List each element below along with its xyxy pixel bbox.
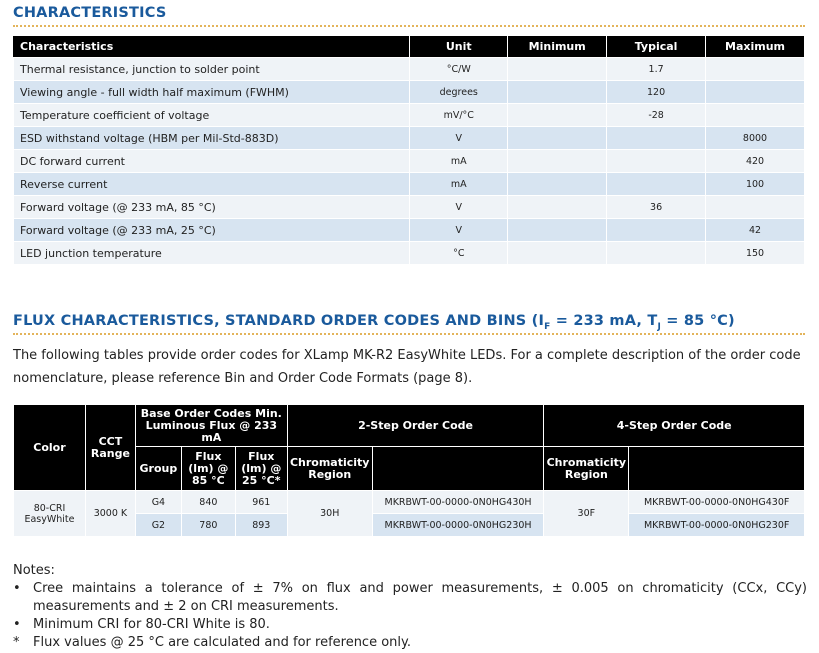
typical-cell — [607, 150, 706, 173]
table-row — [14, 196, 805, 219]
characteristic-cell: ESD withstand voltage (HBM per Mil-Std-883D) — [14, 127, 410, 150]
col-color: Color — [14, 405, 86, 491]
table-row — [14, 81, 805, 104]
code-4step-cell: MKRBWT-00-0000-0N0HG430F — [629, 491, 805, 514]
characteristic-cell: Temperature coefficient of voltage — [14, 104, 410, 127]
minimum-cell — [508, 242, 607, 265]
color-cell: 80-CRI EasyWhite — [14, 491, 86, 537]
characteristic-cell: Reverse current — [14, 173, 410, 196]
typical-cell — [607, 127, 706, 150]
unit-cell: degrees — [410, 81, 508, 104]
maximum-cell — [706, 58, 805, 81]
minimum-cell — [508, 173, 607, 196]
unit-cell: °C — [410, 242, 508, 265]
notes-section — [13, 562, 807, 652]
code-4step-cell: MKRBWT-00-0000-0N0HG230F — [629, 514, 805, 537]
col-minimum: Minimum — [508, 36, 607, 58]
col-characteristics: Characteristics — [14, 36, 410, 58]
note-item: • Cree maintains a tolerance of ± 7% on flux and power measurements, ± 0.005 on chromaticity (CCx, CCy) measurements and ± 2 on CRI measurements. — [13, 581, 807, 614]
minimum-cell — [508, 81, 607, 104]
characteristic-cell: LED junction temperature — [14, 242, 410, 265]
code-2step-cell: MKRBWT-00-0000-0N0HG230H — [372, 514, 544, 537]
col-flux-85: Flux (lm) @ 85 °C — [181, 447, 235, 491]
minimum-cell — [508, 104, 607, 127]
col-group: Group — [135, 447, 181, 491]
maximum-cell: 8000 — [706, 127, 805, 150]
minimum-cell — [508, 58, 607, 81]
col-chroma-4step: Chromaticity Region — [544, 447, 629, 491]
col-flux-25: Flux (lm) @ 25 °C* — [235, 447, 287, 491]
unit-cell: V — [410, 196, 508, 219]
col-cct-range: CCT Range — [85, 405, 135, 491]
cct-cell: 3000 K — [85, 491, 135, 537]
unit-cell: °C/W — [410, 58, 508, 81]
maximum-cell — [706, 196, 805, 219]
table-row — [14, 173, 805, 196]
group-cell: G2 — [135, 514, 181, 537]
notes-list — [13, 580, 807, 652]
col-code-2step — [372, 447, 544, 491]
flux25-cell: 893 — [235, 514, 287, 537]
flux-intro-text: The following tables provide order codes for XLamp MK-R2 EasyWhite LEDs. For a complete description of the order code nomenclature, please reference Bin and Order Code Formats (page 8). — [13, 348, 801, 386]
col-base-order-codes: Base Order Codes Min. Luminous Flux @ 233 mA — [135, 405, 287, 447]
flux85-cell: 840 — [181, 491, 235, 514]
maximum-cell: 42 — [706, 219, 805, 242]
typical-cell — [607, 219, 706, 242]
typical-cell — [607, 173, 706, 196]
col-maximum: Maximum — [706, 36, 805, 58]
maximum-cell: 420 — [706, 150, 805, 173]
table-row — [14, 58, 805, 81]
typical-cell: 120 — [607, 81, 706, 104]
characteristic-cell: Forward voltage (@ 233 mA, 25 °C) — [14, 219, 410, 242]
table-row — [14, 242, 805, 265]
col-typical: Typical — [607, 36, 706, 58]
flux25-cell: 961 — [235, 491, 287, 514]
typical-cell: 1.7 — [607, 58, 706, 81]
maximum-cell — [706, 104, 805, 127]
unit-cell: mV/°C — [410, 104, 508, 127]
group-cell: G4 — [135, 491, 181, 514]
characteristic-cell: DC forward current — [14, 150, 410, 173]
characteristic-cell: Forward voltage (@ 233 mA, 85 °C) — [14, 196, 410, 219]
col-four-step: 4-Step Order Code — [544, 405, 805, 447]
note-item: * Flux values @ 25 °C are calculated and for reference only. — [13, 635, 411, 650]
col-unit: Unit — [410, 36, 508, 58]
heading-divider — [13, 25, 805, 27]
notes-title: Notes: — [13, 563, 55, 578]
characteristics-heading: CHARACTERISTICS — [13, 5, 167, 21]
order-code-table — [13, 404, 805, 537]
typical-cell — [607, 242, 706, 265]
minimum-cell — [508, 196, 607, 219]
code-2step-cell: MKRBWT-00-0000-0N0HG430H — [372, 491, 544, 514]
unit-cell: V — [410, 219, 508, 242]
col-code-4step — [629, 447, 805, 491]
flux85-cell: 780 — [181, 514, 235, 537]
maximum-cell: 100 — [706, 173, 805, 196]
typical-cell: -28 — [607, 104, 706, 127]
chroma-4step-cell: 30F — [544, 491, 629, 537]
unit-cell: mA — [410, 150, 508, 173]
note-item: • Minimum CRI for 80-CRI White is 80. — [13, 617, 270, 632]
characteristics-table — [13, 35, 805, 265]
chroma-2step-cell: 30H — [287, 491, 372, 537]
table-row — [14, 104, 805, 127]
table-row — [14, 127, 805, 150]
unit-cell: mA — [410, 173, 508, 196]
maximum-cell: 150 — [706, 242, 805, 265]
heading-divider — [13, 333, 805, 335]
table-row — [14, 150, 805, 173]
characteristics-header-row — [14, 36, 805, 58]
minimum-cell — [508, 219, 607, 242]
col-chroma-2step: Chromaticity Region — [287, 447, 372, 491]
col-two-step: 2-Step Order Code — [287, 405, 544, 447]
minimum-cell — [508, 127, 607, 150]
table-row — [14, 219, 805, 242]
flux-heading: FLUX CHARACTERISTICS, STANDARD ORDER CODES AND BINS ($I_F = 233$ mA, $T_J = 85$ °C) — [13, 313, 735, 332]
characteristic-cell: Thermal resistance, junction to solder point — [14, 58, 410, 81]
minimum-cell — [508, 150, 607, 173]
maximum-cell — [706, 81, 805, 104]
typical-cell: 36 — [607, 196, 706, 219]
characteristic-cell: Viewing angle - full width half maximum (FWHM) — [14, 81, 410, 104]
unit-cell: V — [410, 127, 508, 150]
table-row — [14, 491, 805, 514]
